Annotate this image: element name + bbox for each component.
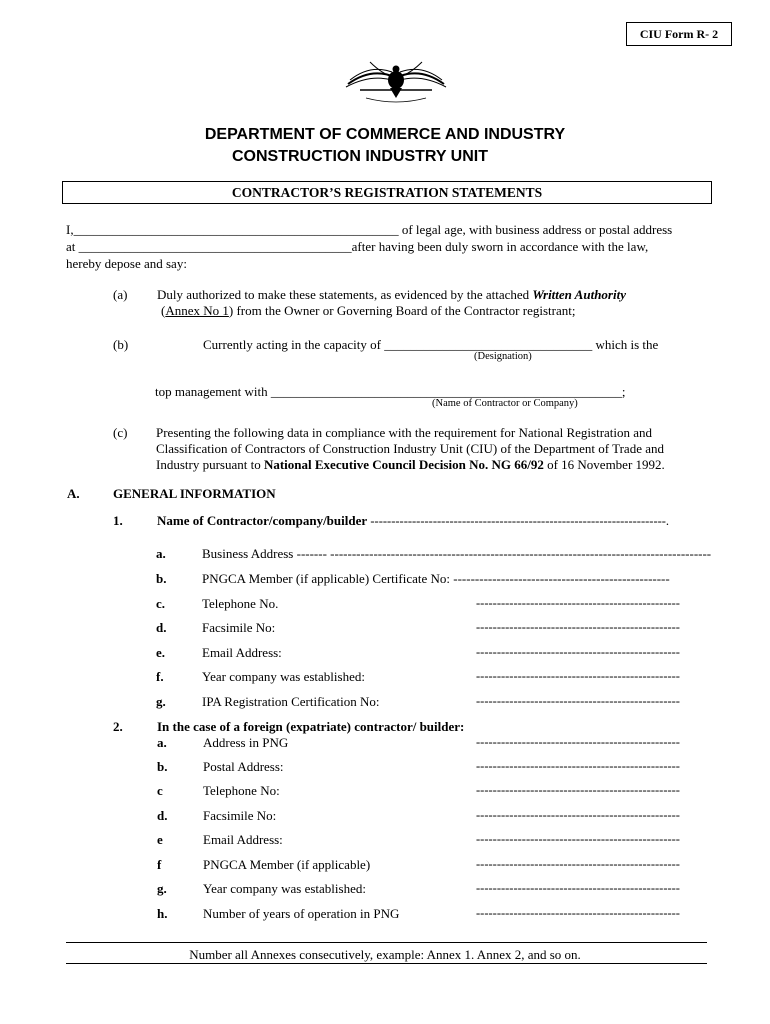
field-letter: a.: [157, 735, 167, 750]
field-letter: a.: [156, 546, 166, 561]
field-letter: e: [157, 832, 163, 847]
field-letter: h.: [157, 906, 168, 921]
section-a-title: GENERAL INFORMATION: [113, 486, 276, 501]
annex-1-reference: Annex No 1: [165, 303, 229, 318]
field-label: PNGCA Member (if applicable) Certificate No: --------------------------------------------------: [202, 571, 670, 586]
field-label: Telephone No:: [203, 783, 280, 798]
clause-c-line-3-start: Industry pursuant to: [156, 457, 264, 472]
field-input-line[interactable]: -------------------------------------------------: [476, 881, 680, 895]
field-input-line[interactable]: -------------------------------------------------: [476, 596, 680, 610]
clause-a-line-2-text: ) from the Owner or Governing Board of the Contractor registrant;: [228, 303, 576, 318]
field-label: Year company was established:: [203, 881, 366, 896]
field-letter: g.: [156, 694, 166, 709]
png-emblem-icon: [340, 54, 452, 106]
field-letter: e.: [156, 645, 166, 660]
department-header: [0, 124, 770, 168]
clause-b-line-1: Currently acting in the capacity of ________________________________ which is the: [203, 337, 659, 352]
clause-b-line-2: top management with ______________________________________________________;: [155, 384, 626, 399]
field-letter: c: [157, 783, 163, 798]
field-letter: f: [157, 857, 162, 872]
item-1-row: [157, 512, 669, 530]
item-1-title: Name of Contractor/company/builder: [157, 513, 368, 528]
intro-line-1: I,__________________________________________________ of legal age, with business address or postal address: [66, 222, 673, 237]
department-title: DEPARTMENT OF COMMERCE AND INDUSTRY: [204, 126, 566, 143]
form-id-label: CIU Form R- 2: [626, 22, 732, 46]
field-label: Year company was established:: [202, 669, 365, 684]
footer-rule-top: [66, 942, 707, 943]
field-input-line[interactable]: -------------------------------------------------: [476, 783, 680, 797]
clause-c-line-1: Presenting the following data in compliance with the requirement for National Registration and: [156, 425, 653, 440]
field-input-line[interactable]: -------------------------------------------------: [476, 694, 680, 708]
field-letter: c.: [156, 596, 166, 611]
field-label: Address in PNG: [203, 735, 289, 750]
clause-c-line-3: [156, 456, 665, 473]
field-input-line[interactable]: -------------------------------------------------: [476, 620, 680, 634]
clause-a-line-1: [157, 286, 626, 303]
section-a-letter: A.: [67, 486, 80, 501]
footer-rule-bottom: [66, 963, 707, 964]
field-label: Number of years of operation in PNG: [203, 906, 400, 921]
field-input-line[interactable]: -------------------------------------------------: [476, 669, 680, 683]
item-1-number: 1.: [113, 513, 123, 528]
item-2-number: 2.: [113, 719, 123, 734]
field-letter: f.: [156, 669, 164, 684]
clause-c-line-3-end: of 16 November 1992.: [543, 457, 665, 472]
field-letter: d.: [156, 620, 167, 635]
field-label: Email Address:: [203, 832, 283, 847]
written-authority-emphasis: Written Authority: [532, 287, 626, 302]
field-letter: b.: [156, 571, 167, 586]
field-label: Facsimile No:: [203, 808, 277, 823]
clause-c-line-2: Classification of Contractors of Construction Industry Unit (CIU) of the Department of Trade and: [156, 441, 664, 456]
clause-a-paren: (: [161, 303, 166, 318]
item-2-title: In the case of a foreign (expatriate) contractor/ builder:: [157, 719, 465, 734]
designation-hint: (Designation): [474, 351, 532, 362]
clause-a-line-2: [161, 302, 575, 319]
field-letter: d.: [157, 808, 168, 823]
intro-line-3: hereby depose and say:: [66, 256, 187, 271]
field-input-line[interactable]: -------------------------------------------------: [476, 735, 680, 749]
contractor-name-field[interactable]: -----------------------------------------------------------------------.: [370, 514, 670, 528]
field-label: PNGCA Member (if applicable): [203, 857, 371, 872]
unit-title: CONSTRUCTION INDUSTRY UNIT: [232, 148, 488, 165]
clause-a-label: (a): [113, 287, 128, 302]
footer-note: Number all Annexes consecutively, example: Annex 1. Annex 2, and so on.: [189, 947, 581, 962]
field-input-line[interactable]: -------------------------------------------------: [476, 645, 680, 659]
field-label: IPA Registration Certification No:: [202, 694, 380, 709]
clause-b-label: (b): [113, 337, 129, 352]
clause-c-label: (c): [113, 425, 128, 440]
intro-line-2: at __________________________________________after having been duly sworn in accordance with the law,: [66, 239, 649, 254]
clause-a-text: Duly authorized to make these statements, as evidenced by the attached: [157, 287, 533, 302]
field-input-line[interactable]: -------------------------------------------------: [476, 832, 680, 846]
field-label: Facsimile No:: [202, 620, 276, 635]
company-name-hint: (Name of Contractor or Company): [432, 398, 578, 409]
field-input-line[interactable]: -------------------------------------------------: [476, 857, 680, 871]
nec-decision-reference: National Executive Council Decision No. NG 66/92: [263, 457, 544, 472]
field-label: Telephone No.: [202, 596, 279, 611]
field-input-line[interactable]: -------------------------------------------------: [476, 759, 680, 773]
field-letter: g.: [157, 881, 167, 896]
section-title-box: CONTRACTOR’S REGISTRATION STATEMENTS: [62, 181, 712, 204]
field-label: Email Address:: [202, 645, 282, 660]
field-label: Business Address ------- ----------------------------------------------------------------------------------------: [202, 546, 712, 561]
field-input-line[interactable]: -------------------------------------------------: [476, 808, 680, 822]
field-label: Postal Address:: [203, 759, 284, 774]
field-input-line[interactable]: -------------------------------------------------: [476, 906, 680, 920]
field-letter: b.: [157, 759, 168, 774]
